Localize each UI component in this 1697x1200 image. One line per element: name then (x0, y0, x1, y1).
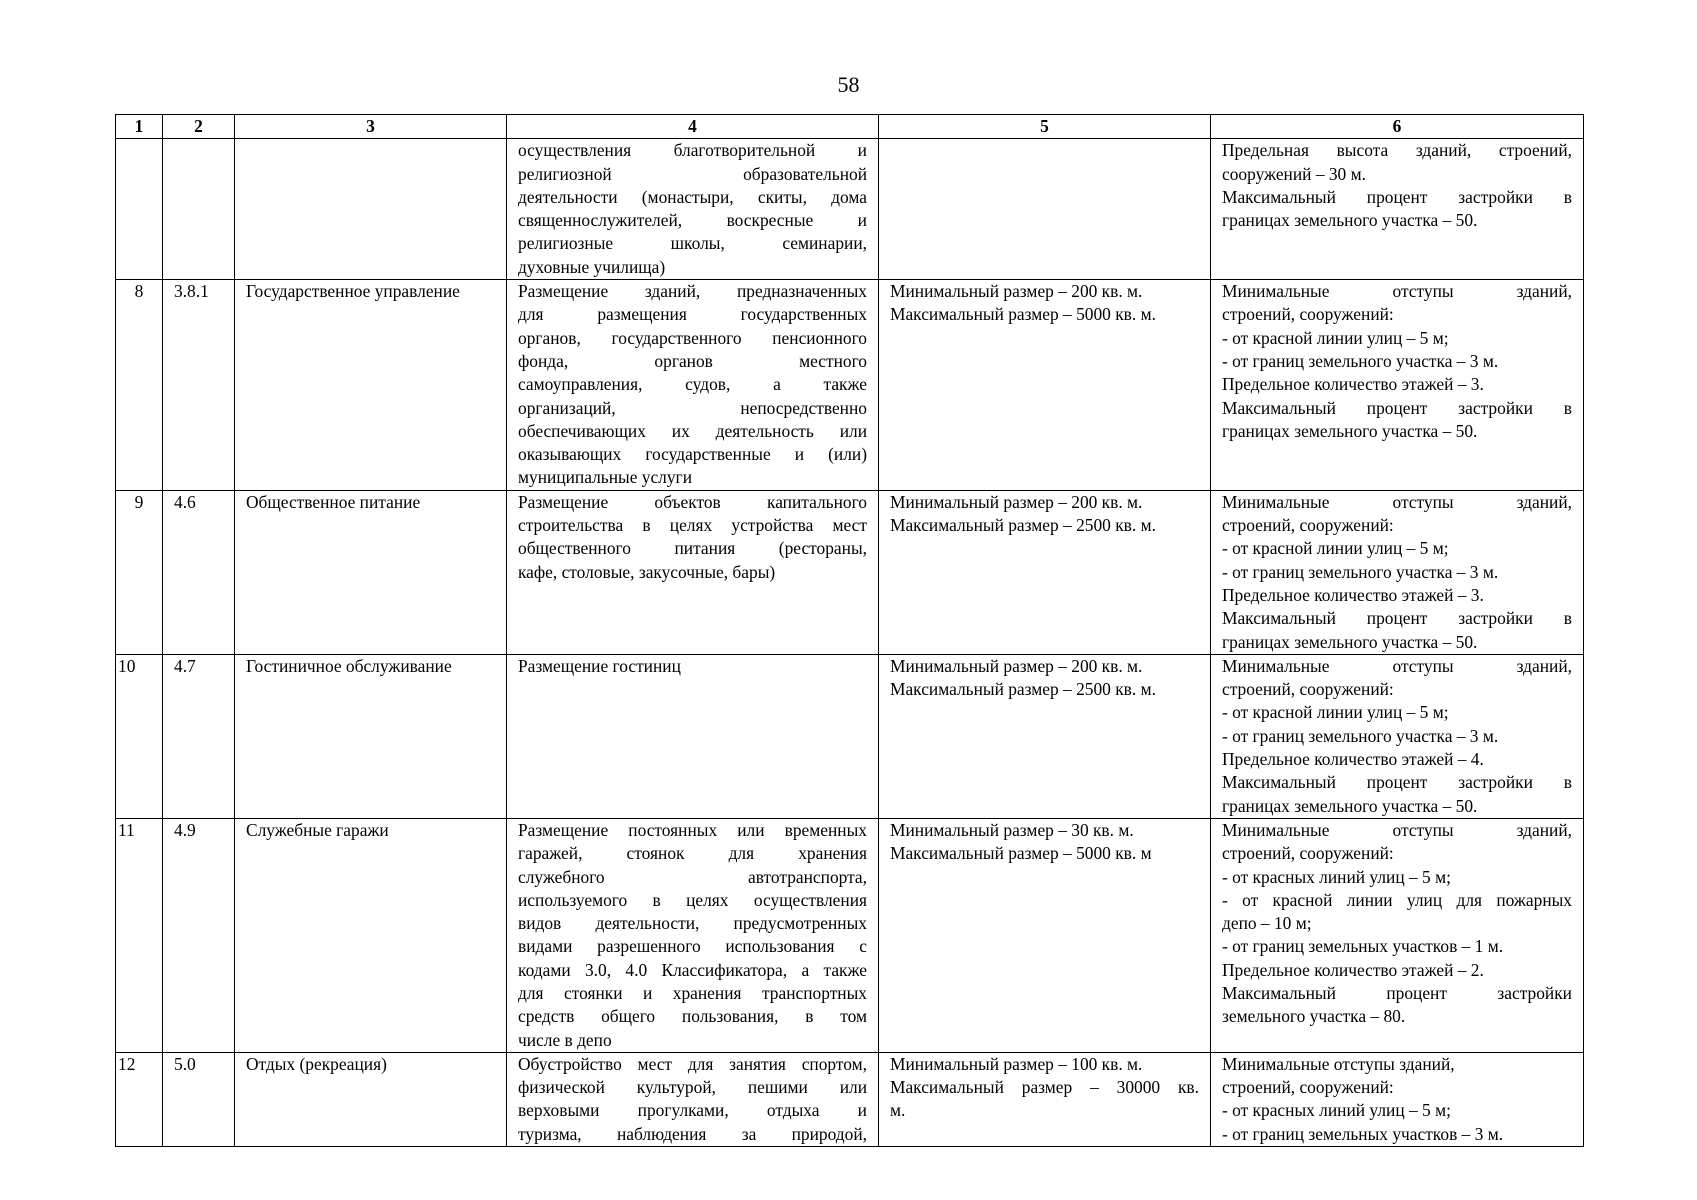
table-header-row (116, 115, 1584, 139)
description-line: используемого в целях осуществления (518, 889, 867, 910)
size-line: м. (890, 1100, 906, 1121)
size-line: Максимальный размер – 30000 кв. (890, 1077, 1199, 1098)
size-line: Максимальный размер – 5000 кв. м. (890, 304, 1156, 325)
cell-use-name: Общественное питание (235, 490, 507, 654)
parameter-line: границах земельного участка – 50. (1222, 210, 1478, 231)
description-line: священнослужителей, воскресные и (518, 210, 867, 231)
parameter-line: - от границ земельных участков – 1 м. (1222, 936, 1504, 957)
description-line: самоуправления, судов, а также (518, 374, 867, 395)
parameter-line: строений, сооружений: (1222, 515, 1394, 536)
description-line: кафе, столовые, закусочные, бары) (518, 561, 776, 582)
size-line: Минимальный размер – 100 кв. м. (890, 1053, 1143, 1074)
parameter-line: - от красной линии улиц для пожарных (1222, 889, 1572, 910)
description-line: верховыми прогулками, отдыха и (518, 1100, 867, 1121)
parameter-line: Предельное количество этажей – 3. (1222, 584, 1484, 605)
description-line: Обустройство мест для занятия спортом, (518, 1053, 867, 1074)
parameter-line: - от границ земельного участка – 3 м. (1222, 725, 1499, 746)
description-line: гаражей, стоянок для хранения (518, 843, 867, 864)
description-line: религиозной образовательной (518, 163, 867, 184)
cell-description (507, 1052, 879, 1146)
cell-parameters (1211, 139, 1584, 280)
cell-plot-size (879, 1052, 1211, 1146)
description-line: оказывающих государственные и (или) (518, 444, 867, 465)
header-col-2: 2 (163, 115, 235, 139)
description-line: числе в депо (518, 1029, 612, 1050)
table-row (116, 1052, 1584, 1146)
description-line: обеспечивающих их деятельность или (518, 420, 867, 441)
parameter-line: - от красной линии улиц – 5 м; (1222, 702, 1449, 723)
cell-number: 9 (116, 490, 163, 654)
description-line: деятельности (монастыри, скиты, дома (518, 186, 867, 207)
parameter-line: - от красной линии улиц – 5 м; (1222, 327, 1449, 348)
description-line: органов, государственного пенсионного (518, 327, 867, 348)
cell-parameters (1211, 1052, 1584, 1146)
header-col-6: 6 (1211, 115, 1584, 139)
cell-code (163, 139, 235, 280)
cell-number: 8 (116, 280, 163, 491)
parameter-line: границах земельного участка – 50. (1222, 795, 1478, 816)
cell-description (507, 654, 879, 818)
cell-code: 4.6 (163, 490, 235, 654)
parameter-line: строений, сооружений: (1222, 843, 1394, 864)
cell-description (507, 818, 879, 1052)
cell-number (116, 139, 163, 280)
description-line: кодами 3.0, 4.0 Классификатора, а также (518, 959, 867, 980)
parameter-line: Предельное количество этажей – 2. (1222, 959, 1484, 980)
size-line: Минимальный размер – 30 кв. м. (890, 819, 1134, 840)
parameter-line: земельного участка – 80. (1222, 1006, 1406, 1027)
cell-use-name: Служебные гаражи (235, 818, 507, 1052)
cell-plot-size (879, 654, 1211, 818)
cell-code: 5.0 (163, 1052, 235, 1146)
cell-description (507, 139, 879, 280)
cell-plot-size (879, 139, 1211, 280)
description-line: средств общего пользования, в том (518, 1006, 867, 1027)
parameter-line: границах земельного участка – 50. (1222, 420, 1478, 441)
cell-plot-size (879, 490, 1211, 654)
description-line: для размещения государственных (518, 304, 867, 325)
parameter-line: Максимальный процент застройки в (1222, 608, 1572, 629)
parameter-line: - от красных линий улиц – 5 м; (1222, 1100, 1451, 1121)
description-line: общественного питания (рестораны, (518, 538, 867, 559)
cell-plot-size (879, 818, 1211, 1052)
table-row (116, 490, 1584, 654)
description-line: духовные училища) (518, 256, 666, 277)
cell-parameters (1211, 490, 1584, 654)
parameter-line: Минимальные отступы зданий, (1222, 819, 1572, 840)
size-line: Максимальный размер – 2500 кв. м. (890, 679, 1156, 700)
header-col-3: 3 (235, 115, 507, 139)
cell-number: 10 (116, 654, 163, 818)
page-number: 58 (837, 72, 860, 97)
description-line: физической культурой, пешими или (518, 1077, 867, 1098)
cell-use-name: Гостиничное обслуживание (235, 654, 507, 818)
cell-parameters (1211, 818, 1584, 1052)
description-line: муниципальные услуги (518, 467, 692, 488)
description-line: для стоянки и хранения транспортных (518, 982, 867, 1003)
parameter-line: - от границ земельных участков – 3 м. (1222, 1123, 1504, 1144)
parameter-line: строений, сооружений: (1222, 1077, 1394, 1098)
description-line: фонда, органов местного (518, 350, 867, 371)
parameter-line: Минимальные отступы зданий, (1222, 281, 1572, 302)
parameter-line: депо – 10 м; (1222, 913, 1312, 934)
description-line: туризма, наблюдения за природой, (518, 1123, 867, 1144)
table-row (116, 280, 1584, 491)
cell-code: 4.9 (163, 818, 235, 1052)
cell-number: 11 (116, 818, 163, 1052)
header-col-5: 5 (879, 115, 1211, 139)
cell-number: 12 (116, 1052, 163, 1146)
parameter-line: Максимальный процент застройки в (1222, 186, 1572, 207)
cell-parameters (1211, 654, 1584, 818)
cell-parameters (1211, 280, 1584, 491)
parameter-line: - от границ земельного участка – 3 м. (1222, 350, 1499, 371)
size-line: Минимальный размер – 200 кв. м. (890, 491, 1143, 512)
size-line: Максимальный размер – 5000 кв. м (890, 843, 1152, 864)
size-line: Минимальный размер – 200 кв. м. (890, 281, 1143, 302)
description-line: служебного автотранспорта, (518, 866, 867, 887)
parameter-line: строений, сооружений: (1222, 679, 1394, 700)
cell-description (507, 490, 879, 654)
parameter-line: Минимальные отступы зданий, (1222, 655, 1572, 676)
parameter-line: Предельное количество этажей – 4. (1222, 749, 1484, 770)
parameter-line: сооружений – 30 м. (1222, 163, 1366, 184)
cell-description (507, 280, 879, 491)
parameter-line: строений, сооружений: (1222, 304, 1394, 325)
description-line: Размещение постоянных или временных (518, 819, 867, 840)
parameter-line: Максимальный процент застройки в (1222, 397, 1572, 418)
parameter-line: - от красных линий улиц – 5 м; (1222, 866, 1451, 887)
description-line: видами разрешенного использования с (518, 936, 867, 957)
parameter-line: Минимальные отступы зданий, (1222, 1053, 1455, 1074)
description-line: Размещение зданий, предназначенных (518, 281, 867, 302)
parameter-line: - от границ земельного участка – 3 м. (1222, 561, 1499, 582)
parameter-line: Предельное количество этажей – 3. (1222, 374, 1484, 395)
table-row (116, 139, 1584, 280)
parameter-line: Минимальные отступы зданий, (1222, 491, 1572, 512)
cell-use-name: Отдых (рекреация) (235, 1052, 507, 1146)
regulations-table (115, 114, 1584, 1147)
cell-code: 4.7 (163, 654, 235, 818)
description-line: Размещение гостиниц (518, 655, 681, 676)
size-line: Минимальный размер – 200 кв. м. (890, 655, 1143, 676)
description-line: видов деятельности, предусмотренных (518, 913, 867, 934)
size-line: Максимальный размер – 2500 кв. м. (890, 515, 1156, 536)
table-body (116, 139, 1584, 1147)
table-row (116, 654, 1584, 818)
parameter-line: - от красной линии улиц – 5 м; (1222, 538, 1449, 559)
cell-use-name: Государственное управление (235, 280, 507, 491)
description-line: строительства в целях устройства мест (518, 515, 867, 536)
cell-plot-size (879, 280, 1211, 491)
parameter-line: Максимальный процент застройки (1222, 982, 1572, 1003)
description-line: осуществления благотворительной и (518, 140, 867, 161)
header-col-4: 4 (507, 115, 879, 139)
description-line: религиозные школы, семинарии, (518, 233, 867, 254)
parameter-line: Предельная высота зданий, строений, (1222, 140, 1572, 161)
description-line: Размещение объектов капитального (518, 491, 867, 512)
header-col-1: 1 (116, 115, 163, 139)
parameter-line: Максимальный процент застройки в (1222, 772, 1572, 793)
table-row (116, 818, 1584, 1052)
parameter-line: границах земельного участка – 50. (1222, 631, 1478, 652)
cell-use-name (235, 139, 507, 280)
cell-code: 3.8.1 (163, 280, 235, 491)
description-line: организаций, непосредственно (518, 397, 867, 418)
